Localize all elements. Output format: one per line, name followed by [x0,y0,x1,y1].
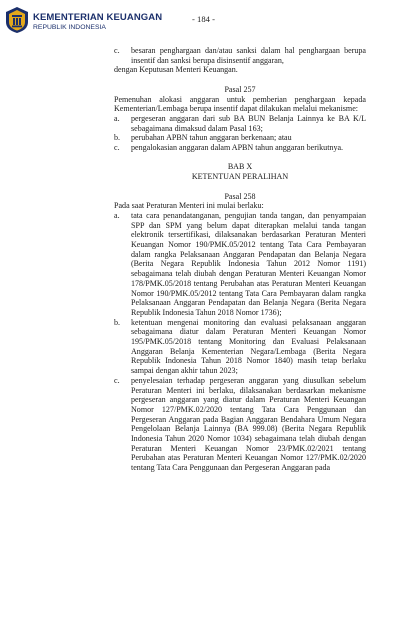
list-item [114,211,366,318]
paragraph: dengan Keputusan Menteri Keuangan. [114,65,238,75]
list-marker: c. [114,46,120,55]
list-item [114,143,366,153]
page-header [0,0,407,44]
list-item-text: besaran penghargaan dan/atau sanksi dalam hal penghargaan berupa insentif dan sanksi berupa disinsentif anggaran, [131,46,366,65]
list-item-text: penyelesaian terhadap pergeseran anggaran yang diusulkan sebelum Peraturan Menteri ini berlaku, dilaksanakan berdasarkan mekanisme pergeseran anggaran yang diatur dalam Peraturan Menteri Keuangan Nomor 127/PMK.02/2020 tentang Tata Cara Penggunaan dan Pergeseran Anggaran pada Bagian Anggaran Bendahara Umum Negara Pengelolaan Belanja Lainnya (BA 999.08) (Berita Negara Republik Indonesia Tahun 2020 Nomor 1034) sebagaimana telah diubah dengan Peraturan Menteri Keuangan Nomor 23/PMK.02/2021 tentang Perubahan atas Peraturan Menteri Keuangan Nomor 127/PMK.02/2020 tentang Tata Cara Penggunaan dan Pergeseran Anggaran pada [131,375,366,473]
list-marker: b. [114,133,121,143]
list-item [114,114,366,133]
list-marker: b. [114,317,121,327]
list-item-text: pergeseran anggaran dari sub BA BUN Belanja Lainnya ke BA K/L sebagaimana dimaksud dalam Pasal 163; [131,113,366,133]
list-marker: a. [114,210,120,220]
list-item [114,376,366,473]
list-item [114,133,366,143]
list-item [114,46,366,65]
list-item-text: tata cara penandatanganan, pengujian tanda tangan, dan penyampaian SPP dan SPM yang belum dapat diterapkan melalui tanda tangan elektronik tersertifikasi, dilaksanakan berdasarkan Peraturan Menteri Keuangan Nomor 190/PMK.05/2012 tentang Tata Cara Pembayaran dalam rangka Pelaksanaan Anggaran Pendapatan dan Belanja Negara (Berita Negara Republik Indonesia Tahun 2012 Nomor 1191) sebagaimana telah diubah dengan Peraturan Menteri Keuangan Nomor 178/PMK.05/2018 tentang Perubahan atas Peraturan Menteri Keuangan Nomor 190/PMK.05/2012 tentang Tata Cara Pembayaran dalam rangka Pelaksanaan Anggaran Pendapatan dan Belanja Negara (Berita Negara Republik Indonesia Tahun 2018 Nomor 1736); [131,210,366,317]
pasal-258-intro: Pada saat Peraturan Menteri ini mulai berlaku: [114,201,264,211]
list-item-text: pengalokasian anggaran dalam APBN tahun anggaran berikutnya. [131,143,344,153]
list-item-text: perubahan APBN tahun anggaran berkenaan; atau [131,133,292,143]
chapter-subtitle: KETENTUAN PERALIHAN [191,172,289,182]
org-name: KEMENTERIAN KEUANGAN [33,12,163,23]
pasal-258-title: Pasal 258 [224,191,256,201]
list-item [114,318,366,376]
list-marker: c. [114,375,120,385]
list-marker: a. [114,113,120,123]
org-subtitle: REPUBLIK INDONESIA [33,24,106,31]
list-marker: c. [114,143,120,153]
list-item-text: ketentuan mengenai monitoring dan evaluasi pelaksanaan anggaran sebagaimana diatur dalam Peraturan Menteri Keuangan Nomor 195/PMK.05/2018 tentang Monitoring dan Evaluasi Pelaksanaan Anggaran Belanja Kementerian Negara/Lembaga (Berita Negara Republik Indonesia Tahun 2018 Nomor 1840) masih tetap berlaku sampai dengan akhir tahun 2023; [131,317,366,376]
pasal-257-title: Pasal 257 [224,84,256,94]
page-number: - 184 - [192,14,215,24]
pasal-257-intro: Pemenuhan alokasi anggaran untuk pemberian penghargaan kepada Kementerian/Lembaga berupa insentif dapat dilakukan melalui mekanisme: [114,94,366,114]
document-body [114,46,366,473]
chapter-title: BAB X [227,162,253,172]
